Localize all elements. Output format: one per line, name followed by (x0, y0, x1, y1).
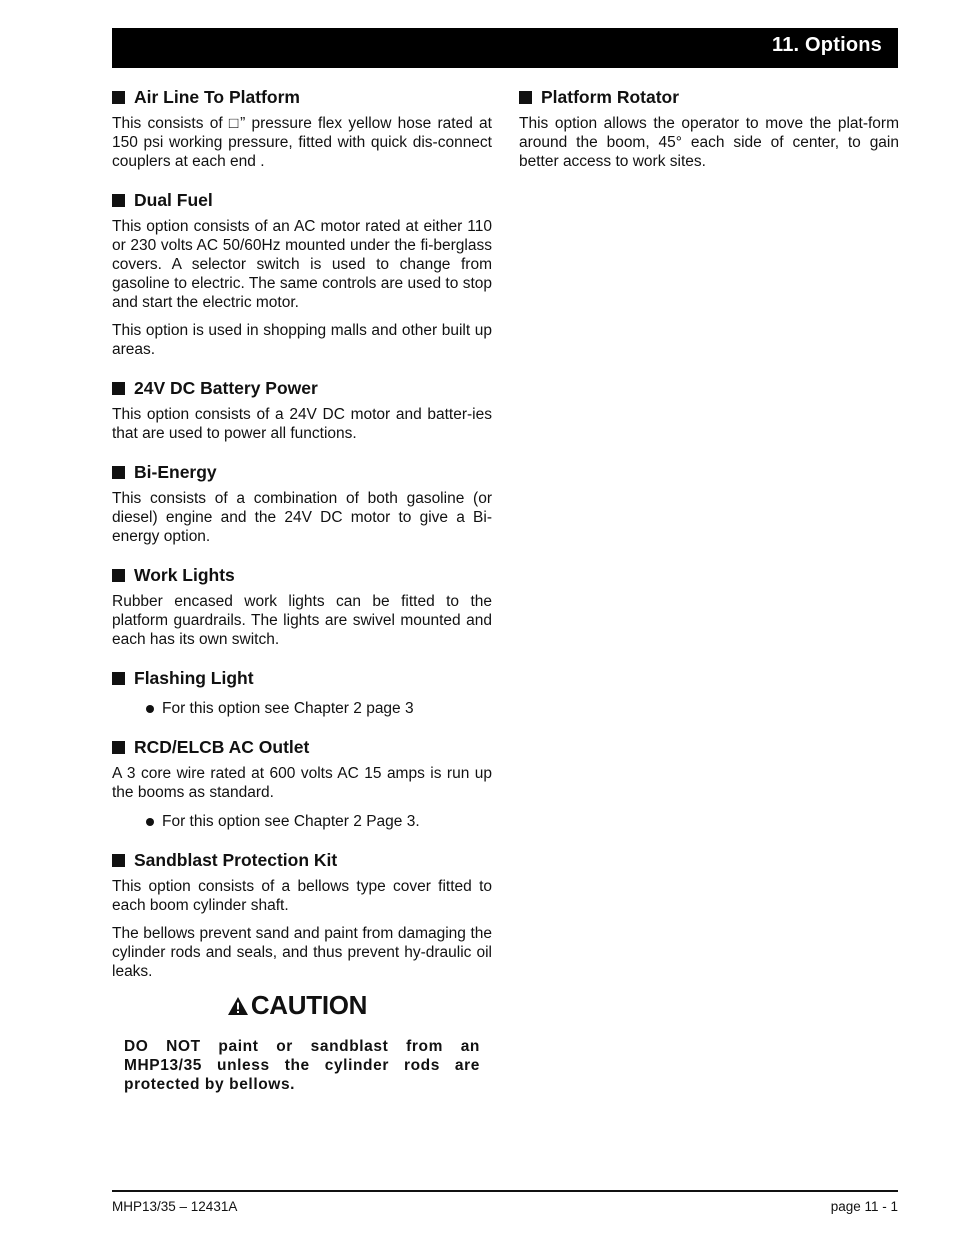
chapter-header-bar (112, 28, 898, 68)
paragraph: This option consists of an AC motor rated at either 110 or 230 volts AC 50/60Hz mounted under the fi-berglass covers. A selector switch is used to change from gasoline to electric. The same controls are used to stop and start the electric motor. (112, 218, 492, 311)
footer-page-number: page 11 - 1 (830, 1199, 898, 1214)
section-heading (112, 461, 492, 483)
section-battery-power (112, 377, 492, 443)
section-heading-text: RCD/ELCB AC Outlet (134, 736, 310, 757)
paragraph: This consists of □” pressure flex yellow hose rated at 150 psi working pressure, fitted with quick dis-connect couplers at each end . (112, 115, 492, 170)
right-column (519, 86, 899, 189)
chapter-title: 11. Options (771, 34, 882, 56)
paragraph: This option is used in shopping malls and other built up areas. (112, 322, 492, 358)
paragraph: This consists of a combination of both gasoline (or diesel) engine and the 24V DC motor to give a Bi-energy option. (112, 490, 492, 545)
section-bi-energy (112, 461, 492, 546)
paragraph: This option consists of a 24V DC motor and batter-ies that are used to power all functions. (112, 406, 492, 442)
bullet-text: For this option see Chapter 2 Page 3. (162, 813, 420, 830)
bullet-dot-icon (146, 705, 154, 713)
caution-heading (112, 990, 482, 1021)
footer-divider (112, 1190, 898, 1192)
section-work-lights (112, 564, 492, 649)
section-heading (112, 189, 492, 211)
section-rcd-outlet (112, 736, 492, 831)
section-platform-rotator (519, 86, 899, 171)
paragraph: This option allows the operator to move the plat-form around the boom, 45° each side of center, to gain better access to work sites. (519, 115, 899, 170)
section-air-line (112, 86, 492, 171)
section-heading (112, 564, 492, 586)
section-heading-text: Work Lights (134, 564, 235, 585)
section-heading (112, 667, 492, 689)
paragraph: This option consists of a bellows type cover fitted to each boom cylinder shaft. (112, 878, 492, 914)
section-heading-text: Dual Fuel (134, 189, 213, 210)
caution-text: DO NOT paint or sandblast from an MHP13/35 unless the cylinder rods are protected by bellows. (124, 1038, 480, 1093)
paragraph: Rubber encased work lights can be fitted to the platform guardrails. The lights are swivel mounted and each has its own switch. (112, 593, 492, 648)
square-bullet-icon (112, 91, 125, 104)
section-heading-text: Platform Rotator (541, 86, 680, 107)
section-heading-text: Air Line To Platform (134, 86, 300, 107)
left-column (112, 86, 492, 999)
bullet-item (146, 812, 492, 831)
section-sandblast-kit (112, 849, 492, 981)
caution-heading-text: CAUTION (250, 990, 368, 1020)
section-heading (112, 736, 492, 758)
square-bullet-icon (112, 741, 125, 754)
bullet-text: For this option see Chapter 2 page 3 (162, 700, 414, 717)
section-heading (112, 849, 492, 871)
paragraph: A 3 core wire rated at 600 volts AC 15 amps is run up the booms as standard. (112, 765, 492, 801)
square-bullet-icon (112, 382, 125, 395)
bullet-item (146, 699, 492, 718)
square-bullet-icon (112, 672, 125, 685)
warning-triangle-icon (227, 996, 249, 1016)
square-bullet-icon (112, 466, 125, 479)
square-bullet-icon (112, 194, 125, 207)
square-bullet-icon (519, 91, 532, 104)
section-heading (519, 86, 899, 108)
section-heading-text: Flashing Light (134, 667, 254, 688)
square-bullet-icon (112, 569, 125, 582)
caution-box (112, 990, 492, 1094)
section-heading (112, 377, 492, 399)
bullet-dot-icon (146, 818, 154, 826)
paragraph: The bellows prevent sand and paint from damaging the cylinder rods and seals, and thus prevent hy-draulic oil leaks. (112, 925, 492, 980)
section-heading-text: Bi-Energy (134, 461, 217, 482)
section-heading-text: 24V DC Battery Power (134, 377, 318, 398)
section-flashing-light (112, 667, 492, 718)
section-heading (112, 86, 492, 108)
section-dual-fuel (112, 189, 492, 359)
section-heading-text: Sandblast Protection Kit (134, 849, 338, 870)
footer-doc-number: MHP13/35 – 12431A (112, 1199, 238, 1214)
square-bullet-icon (112, 854, 125, 867)
